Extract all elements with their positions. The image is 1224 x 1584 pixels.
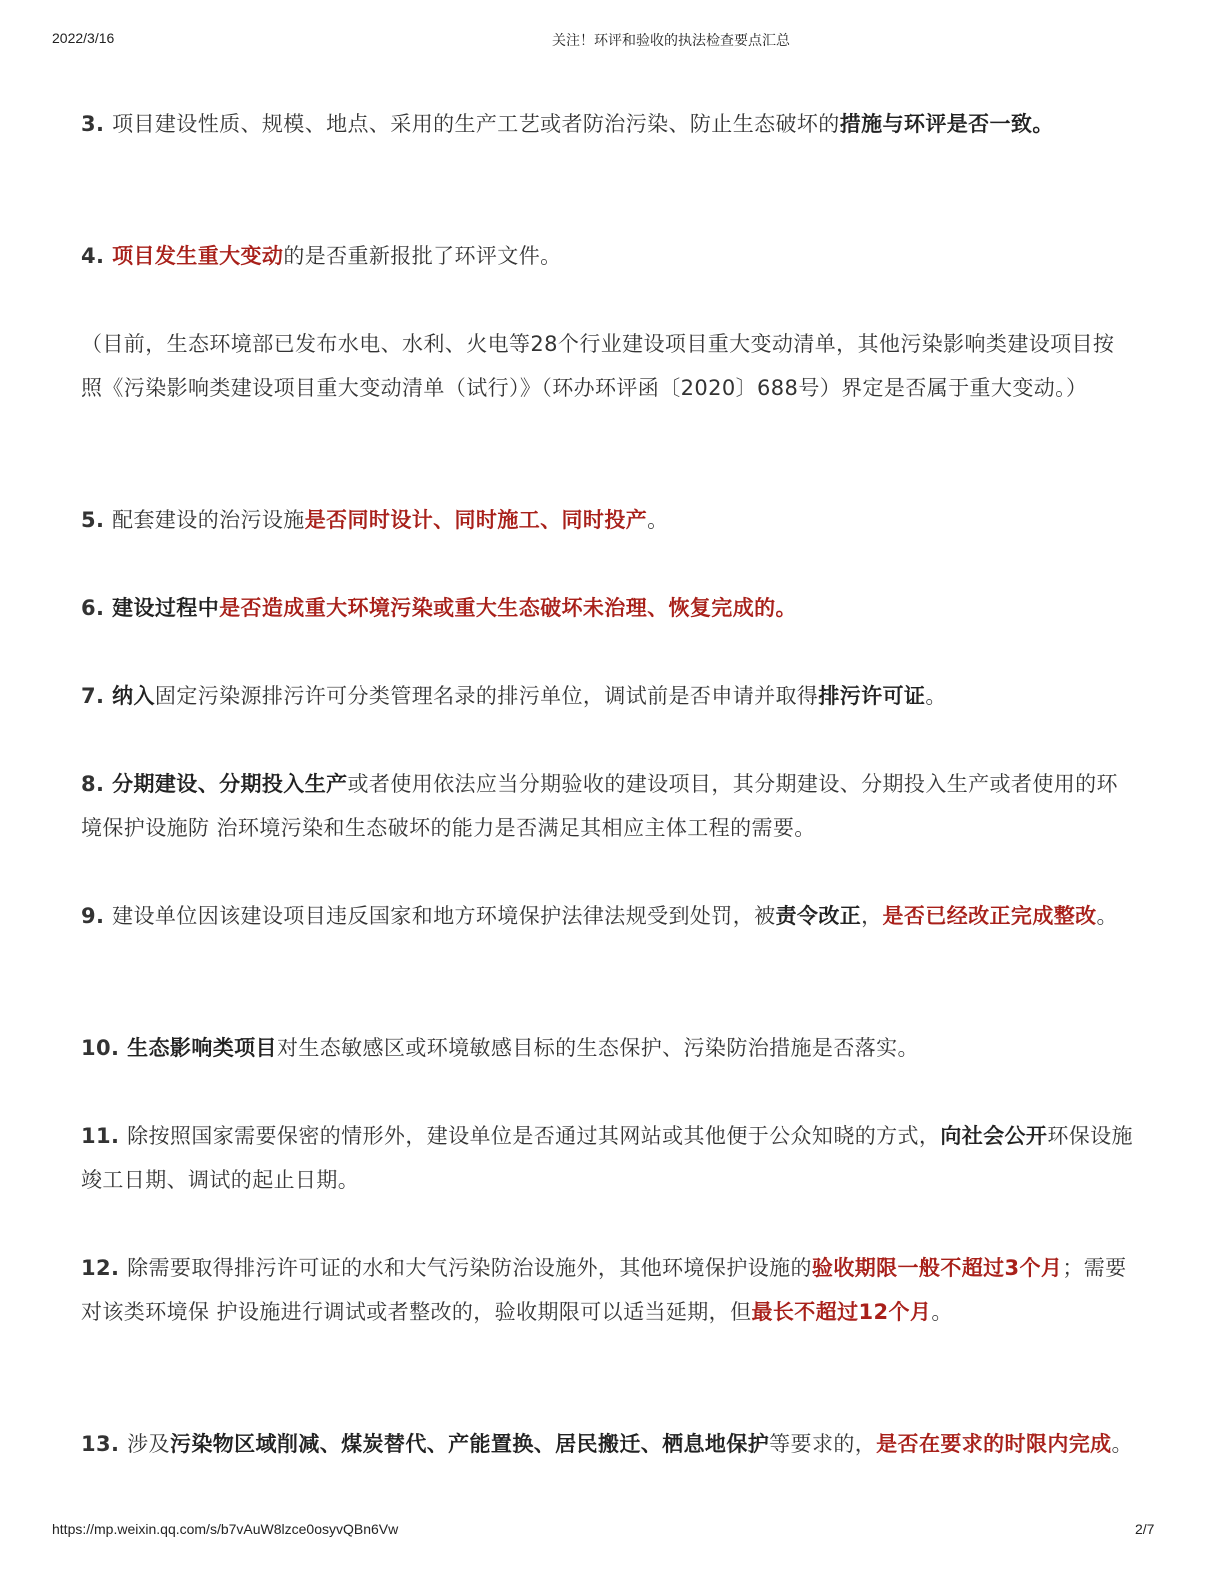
print-date: 2022/3/16	[52, 30, 115, 46]
item-number: 7.	[81, 684, 113, 708]
highlight-text: 最长不超过12个月	[751, 1300, 932, 1324]
checklist-item-13	[81, 1422, 1133, 1466]
body-text: 。	[925, 684, 947, 708]
checklist-item-4	[81, 234, 1133, 278]
item-number: 8.	[81, 772, 113, 796]
body-text: 固定污染源排污许可分类管理名录的排污单位，调试前是否申请并取得	[154, 684, 819, 708]
source-url: https://mp.weixin.qq.com/s/b7vAuW8lzce0osyvQBn6Vw	[52, 1521, 399, 1537]
page-title: 关注！环评和验收的执法检查要点汇总	[552, 32, 790, 48]
body-text: 等要求的，	[769, 1432, 877, 1456]
item-number: 9.	[81, 904, 113, 928]
bold-text: 措施与环评是否一致	[839, 112, 1033, 136]
highlight-text: 验收期限一般不超过3个月	[811, 1256, 1063, 1280]
body-text: （目前，生态环境部已发布水电、水利、火电等28个行业建设项目重大变动清单，其他污染影响类建设项目按照《污染影响类建设项目重大变动清单（试行）》（环办环评函〔2020〕688号）界定是否属于重大变动。）	[81, 332, 1115, 400]
item-number: 13.	[81, 1432, 128, 1456]
bold-text: 排污许可证	[818, 684, 926, 708]
body-text: 项目建设性质、规模、地点、采用的生产工艺或者防治污染、防止生态破坏的	[112, 112, 840, 136]
body-text: 建设单位因该建设项目违反国家和地方环境保护法律法规受到处罚，被	[112, 904, 776, 928]
body-text: 。	[1096, 904, 1118, 928]
checklist-item-9	[81, 894, 1133, 938]
bold-text: 生态影响类项目	[127, 1036, 277, 1060]
bold-text: 。	[1032, 112, 1054, 136]
bold-text: 污染物区域削减、煤炭替代、产能置换、居民搬迁、栖息地保护	[169, 1432, 770, 1456]
body-text: 。	[647, 508, 669, 532]
item-number: 5.	[81, 508, 113, 532]
highlight-text: 项目发生重大变动	[112, 244, 284, 268]
body-text: 对生态敏感区或环境敏感目标的生态保护、污染防治措施是否落实。	[276, 1036, 919, 1060]
highlight-text: 是否已经改正完成整改	[882, 904, 1097, 928]
page-number: 2/7	[1135, 1521, 1155, 1537]
highlight-text: 是否同时设计、同时施工、同时投产	[304, 508, 648, 532]
body-text: 或者使用依法应当分期验收的建设项目，其分期建设、分期投入生产或者使用的环境保护设施防 治环境污染和生态破坏的能力是否满足其相应主体工程的需要。	[81, 772, 1118, 840]
body-text: 除需要取得排污许可证的水和大气污染防治设施外，其他环境保护设施的	[127, 1256, 812, 1280]
checklist-item-10	[81, 1026, 1133, 1070]
body-text: 。	[931, 1300, 953, 1324]
item-number: 6.	[81, 596, 113, 620]
item-number: 4.	[81, 244, 113, 268]
body-text: 除按照国家需要保密的情形外，建设单位是否通过其网站或其他便于公众知晓的方式，	[127, 1124, 941, 1148]
note-paragraph	[81, 322, 1133, 410]
body-text: ，	[861, 904, 883, 928]
checklist-item-12	[81, 1246, 1133, 1334]
item-number: 3.	[81, 112, 113, 136]
bold-text: 建设过程中	[112, 596, 220, 620]
checklist-item-8	[81, 762, 1133, 850]
body-text: 涉及	[127, 1432, 170, 1456]
item-number: 10.	[81, 1036, 128, 1060]
checklist-item-5	[81, 498, 1133, 542]
bold-text: 向社会公开	[940, 1124, 1048, 1148]
checklist-item-6	[81, 586, 1133, 630]
body-text: 环保设施竣工日期、调试的起止日期。	[81, 1124, 1133, 1192]
checklist-item-7	[81, 674, 1133, 718]
bold-text: 责令改正	[775, 904, 862, 928]
item-number: 11.	[81, 1124, 128, 1148]
checklist-item-11	[81, 1114, 1133, 1202]
highlight-text: 是否造成重大环境污染或重大生态破坏未治理、恢复完成的。	[219, 596, 797, 620]
bold-text: 分期建设、分期投入生产	[112, 772, 348, 796]
body-text: 配套建设的治污设施	[112, 508, 305, 532]
body-text: ；需要对该类环境保 护设施进行调试或者整改的，验收期限可以适当延期，但	[81, 1256, 1127, 1324]
checklist-item-3	[81, 102, 1133, 146]
body-text: 。	[1111, 1432, 1133, 1456]
body-text: 的是否重新报批了环评文件。	[283, 244, 562, 268]
item-number: 12.	[81, 1256, 128, 1280]
bold-text: 纳入	[112, 684, 155, 708]
highlight-text: 是否在要求的时限内完成	[876, 1432, 1112, 1456]
